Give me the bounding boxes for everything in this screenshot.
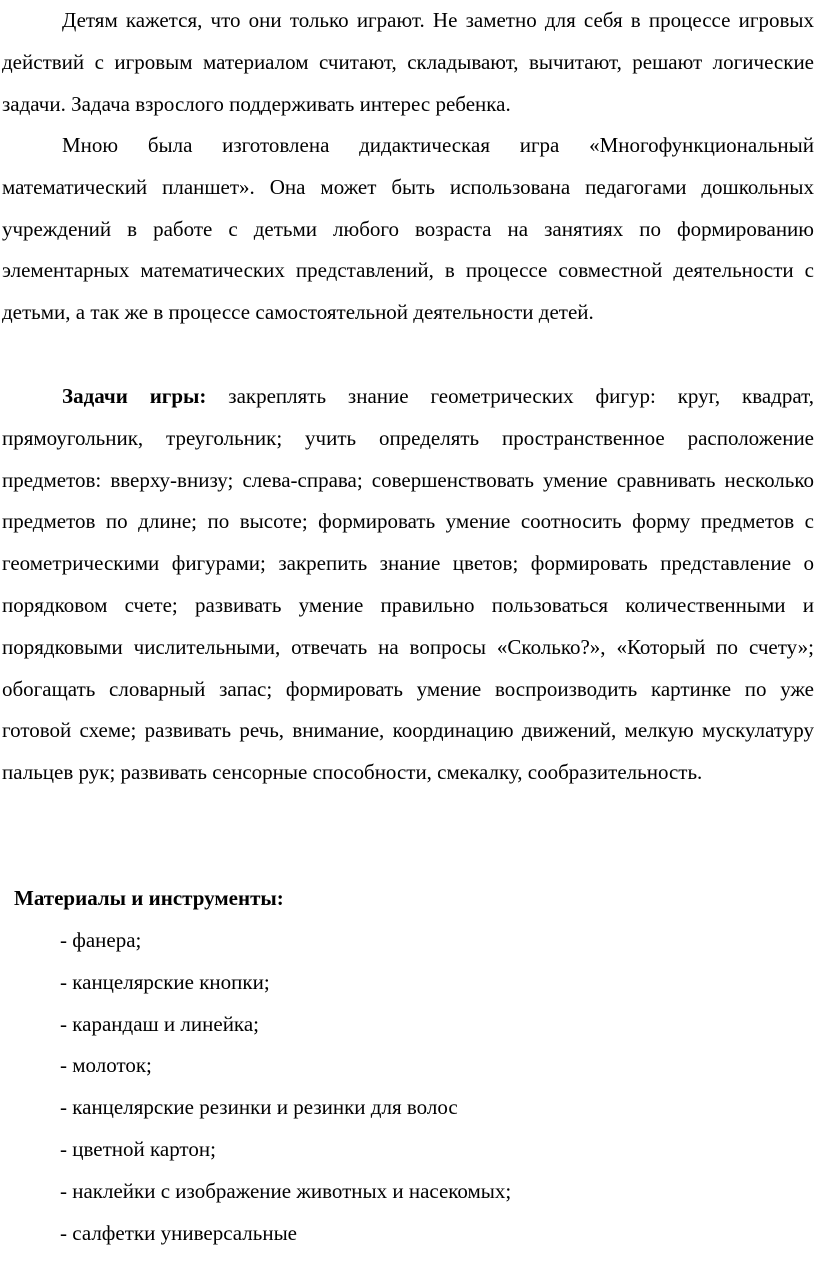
- game-description-paragraph: Мною была изготовлена дидактическая игра «Многофункциональный математический планшет». Она может быть использована педагогами дошкольных учреждений в работе с детьми любого возраста на занятиях по формированию элементарных математических представлений, в процессе совместной деятельности с детьми, а так же в процессе самостоятельной деятельности детей.: [2, 133, 814, 325]
- list-item: - цветной картон;: [60, 1136, 216, 1161]
- list-item: - карандаш и линейка;: [60, 1011, 259, 1036]
- tasks-paragraph: [2, 376, 814, 794]
- tasks-label: Задачи игры:: [62, 384, 207, 408]
- list-item: - канцелярские резинки и резинки для волос: [60, 1095, 458, 1120]
- list-item: - наклейки с изображение животных и насекомых;: [60, 1178, 512, 1203]
- list-item: - фанера;: [60, 928, 142, 952]
- materials-list: [60, 920, 511, 1254]
- tasks-text: закреплять знание геометрических фигур: круг, квадрат, прямоугольник, треугольник; учить определять пространственное расположение предметов: вверху-внизу; слева-справа; совершенствовать умение сравнивать несколько предметов по длине; по высоте; формировать умение соотносить форму предметов с геометрическими фигурами; закрепить знание цветов; формировать представление о порядковом счете; развивать умение правильно пользоваться количественными и порядковыми числительными, отвечать на вопросы «Сколько?», «Который по счету»; обогащать словарный запас; формировать умение воспроизводить картинке по уже готовой схеме; развивать речь, внимание, координацию движений, мелкую мускулатуру пальцев рук; развивать сенсорные способности, смекалку, сообразительность.: [2, 384, 814, 785]
- intro-paragraph: Детям кажется, что они только играют. Не заметно для себя в процессе игровых действий с игровым материалом считают, складывают, вычитают, решают логические задачи. Задача взрослого поддерживать интерес ребенка.: [2, 8, 814, 116]
- materials-heading: Материалы и инструменты:: [14, 886, 284, 910]
- list-item: - канцелярские кнопки;: [60, 969, 270, 994]
- list-item: - салфетки универсальные: [60, 1220, 297, 1245]
- list-item: - молоток;: [60, 1053, 152, 1078]
